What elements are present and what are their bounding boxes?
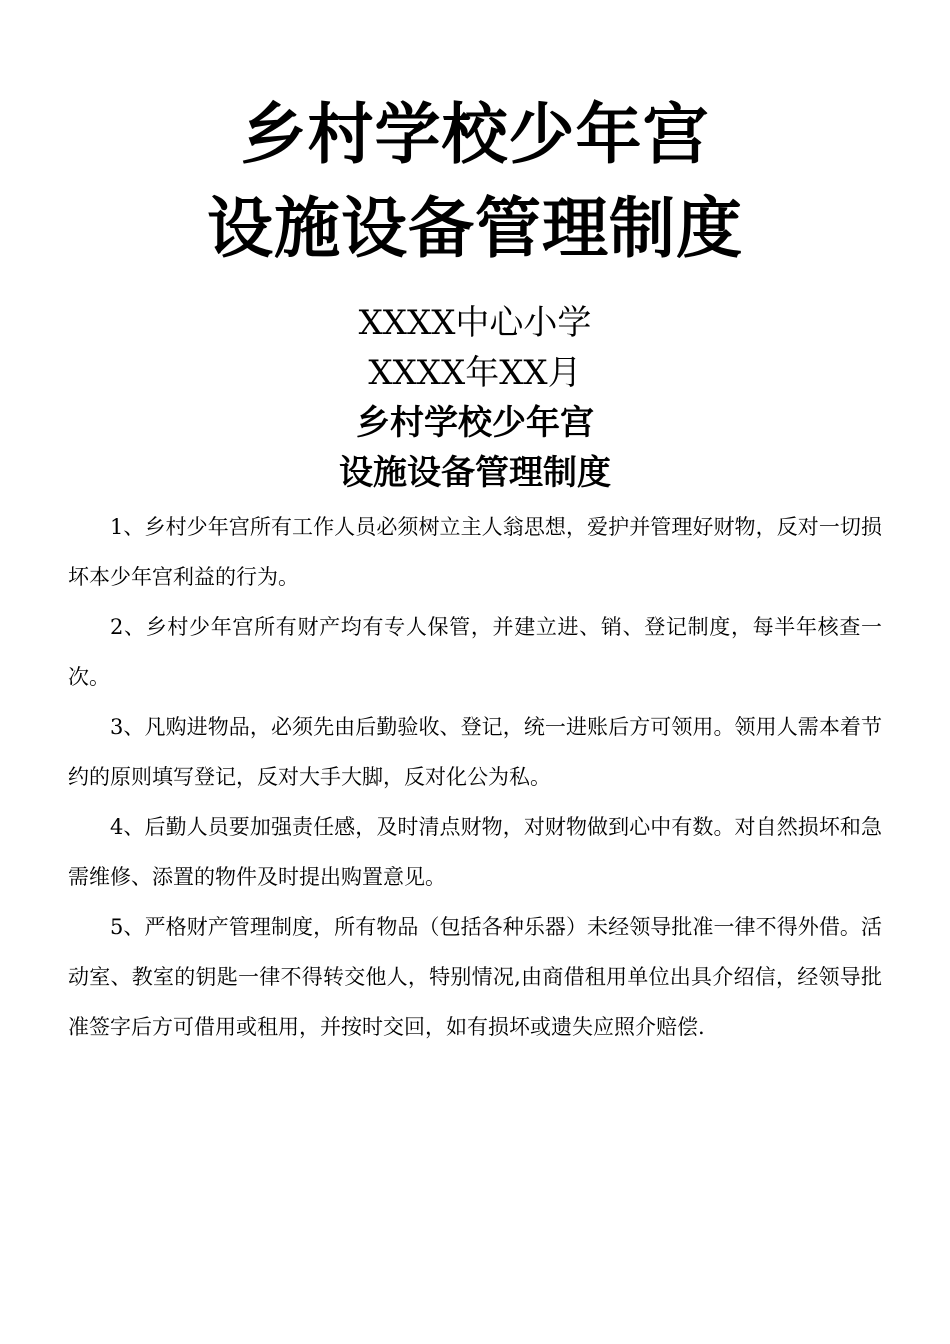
rule-paragraph-3: 3、凡购进物品，必须先由后勤验收、登记，统一进账后方可领用。领用人需本着节约的原则填写登记，反对大手大脚，反对化公为私。 [68,715,882,789]
rule-paragraph-1: 1、乡村少年宫所有工作人员必须树立主人翁思想，爱护并管理好财物，反对一切损坏本少年宫利益的行为。 [68,515,882,589]
rule-paragraph-4: 4、后勤人员要加强责任感，及时清点财物，对财物做到心中有数。对自然损坏和急需维修、添置的物件及时提出购置意见。 [68,815,882,889]
rules-body [68,502,882,1052]
main-title-line-1: 乡村学校少年宫 [240,96,710,173]
rule-paragraph-5: 5、严格财产管理制度，所有物品（包括各种乐器）未经领导批准一律不得外借。活动室、教室的钥匙一律不得转交他人，特别情况,由商借租用单位出具介绍信，经领导批准签字后方可借用或租用，并按时交回，如有损坏或遗失应照介赔偿. [68,915,882,1039]
document-date: XXXX年XX月 [368,353,582,393]
section-title-line-1: 乡村学校少年宫 [356,403,594,443]
section-title-line-2: 设施设备管理制度 [339,453,611,493]
main-title-line-2: 设施设备管理制度 [207,190,743,267]
rule-paragraph-2: 2、乡村少年宫所有财产均有专人保管，并建立进、销、登记制度，每半年核查一次。 [68,615,882,689]
school-name: XXXX中心小学 [358,303,592,343]
